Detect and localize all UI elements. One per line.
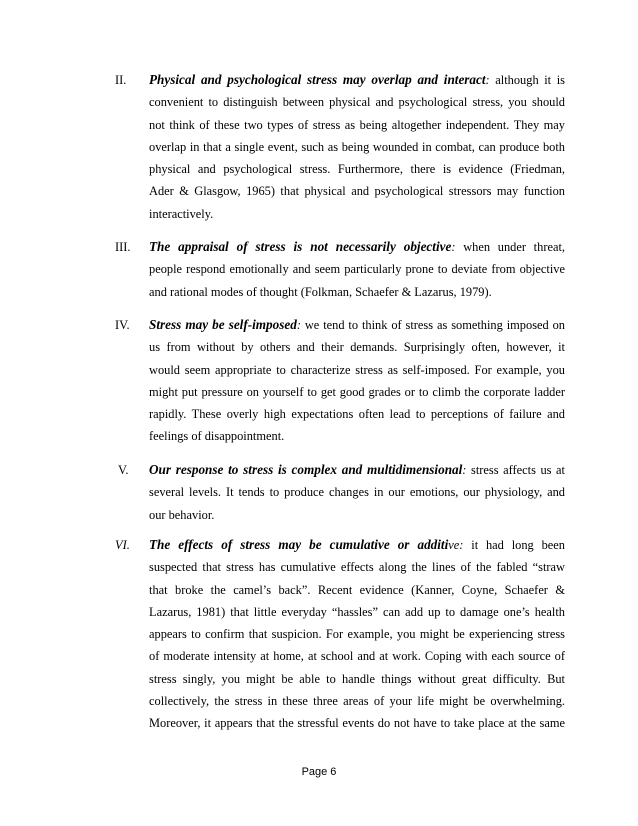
- line-text: would seem appropriate to characterize stress as self-imposed. For example, you: [149, 362, 565, 377]
- item-number: V.: [118, 463, 129, 477]
- item-first-line: [149, 69, 565, 91]
- item-first-line: [149, 314, 565, 336]
- line-text: Lazarus, 1981) that little everyday “hassles” can add up to damage one’s health: [149, 604, 565, 619]
- item-number: IV.: [115, 318, 130, 332]
- line-text: that broke the camel’s back”. Recent evidence (Kanner, Coyne, Schaefer &: [149, 582, 565, 597]
- item-body: [149, 236, 565, 303]
- item-number: II.: [115, 73, 127, 87]
- item-first-line: [149, 459, 565, 481]
- item-body: [149, 69, 565, 225]
- line-text: of moderate intensity at home, at school and at work. Coping with each source of: [149, 649, 565, 664]
- page-footer: [0, 766, 638, 778]
- item-heading: Physical and psychological stress may overlap and interact: [149, 72, 486, 87]
- item-first-line: [149, 534, 565, 556]
- heading-tail: :: [485, 73, 490, 87]
- line-text: people respond emotionally and seem particularly prone to deviate from objective: [149, 262, 565, 277]
- line-text: Moreover, it appears that the stressful events do not have to take place at the same: [149, 716, 565, 731]
- line-text: we tend to think of stress as something imposed on: [300, 318, 565, 332]
- item-heading: Stress may be self-imposed: [149, 317, 297, 332]
- item-body: [149, 459, 565, 526]
- line-text: physical and psychological stress. Furthermore, there is evidence (Friedman,: [149, 162, 565, 177]
- line-text: not think of these two types of stress as being altogether independent. They may: [149, 117, 565, 132]
- line-text: appears to confirm that suspicion. For example, you might be experiencing stress: [149, 627, 565, 642]
- item-body: [149, 314, 565, 448]
- line-text: suspected that stress has cumulative effects along the lines of the fabled “straw: [149, 560, 565, 575]
- heading-tail: :: [462, 463, 467, 477]
- line-text: our behavior.: [149, 507, 215, 522]
- line-text: feelings of disappointment.: [149, 429, 285, 444]
- line-text: stress singly, you might be able to handle things without great difficulty. But: [149, 671, 565, 686]
- line-text: Ader & Glasgow, 1965) that physical and psychological stressors may function: [149, 184, 565, 199]
- line-text: several levels. It tends to produce changes in our emotions, our physiology, and: [149, 485, 565, 500]
- item-heading: Our response to stress is complex and multidimensional: [149, 462, 463, 477]
- line-text: interactively.: [149, 206, 214, 221]
- item-number: VI.: [115, 538, 130, 552]
- line-text: stress affects us at: [466, 463, 565, 477]
- line-text: collectively, the stress in these three areas of your life might be overwhelming.: [149, 694, 565, 709]
- heading-tail: :: [296, 318, 301, 332]
- item-body: [149, 534, 565, 735]
- line-text: us from without by others and their demands. Surprisingly often, however, it: [149, 340, 565, 355]
- item-first-line: [149, 236, 565, 258]
- line-text: when under threat,: [455, 240, 565, 254]
- item-heading: The appraisal of stress is not necessarily objective: [149, 239, 452, 254]
- line-text: overlap in that a single event, such as being wounded in combat, can produce both: [149, 139, 565, 154]
- line-text: and rational modes of thought (Folkman, Schaefer & Lazarus, 1979).: [149, 284, 492, 299]
- line-text: although it is: [489, 73, 565, 87]
- line-text: convenient to distinguish between physical and psychological stress, you should: [149, 95, 565, 110]
- item-heading: The effects of stress may be cumulative or additi: [149, 537, 449, 552]
- line-text: might put pressure on yourself to get good grades or to climb the corporate ladder: [149, 384, 565, 399]
- heading-tail: :: [451, 240, 456, 254]
- line-text: it had long been: [463, 538, 565, 552]
- page-number: Page 6: [301, 766, 337, 778]
- heading-tail: ve:: [448, 538, 464, 552]
- line-text: rapidly. These overly high expectations often lead to perceptions of failure and: [149, 407, 565, 422]
- item-number: III.: [115, 240, 131, 254]
